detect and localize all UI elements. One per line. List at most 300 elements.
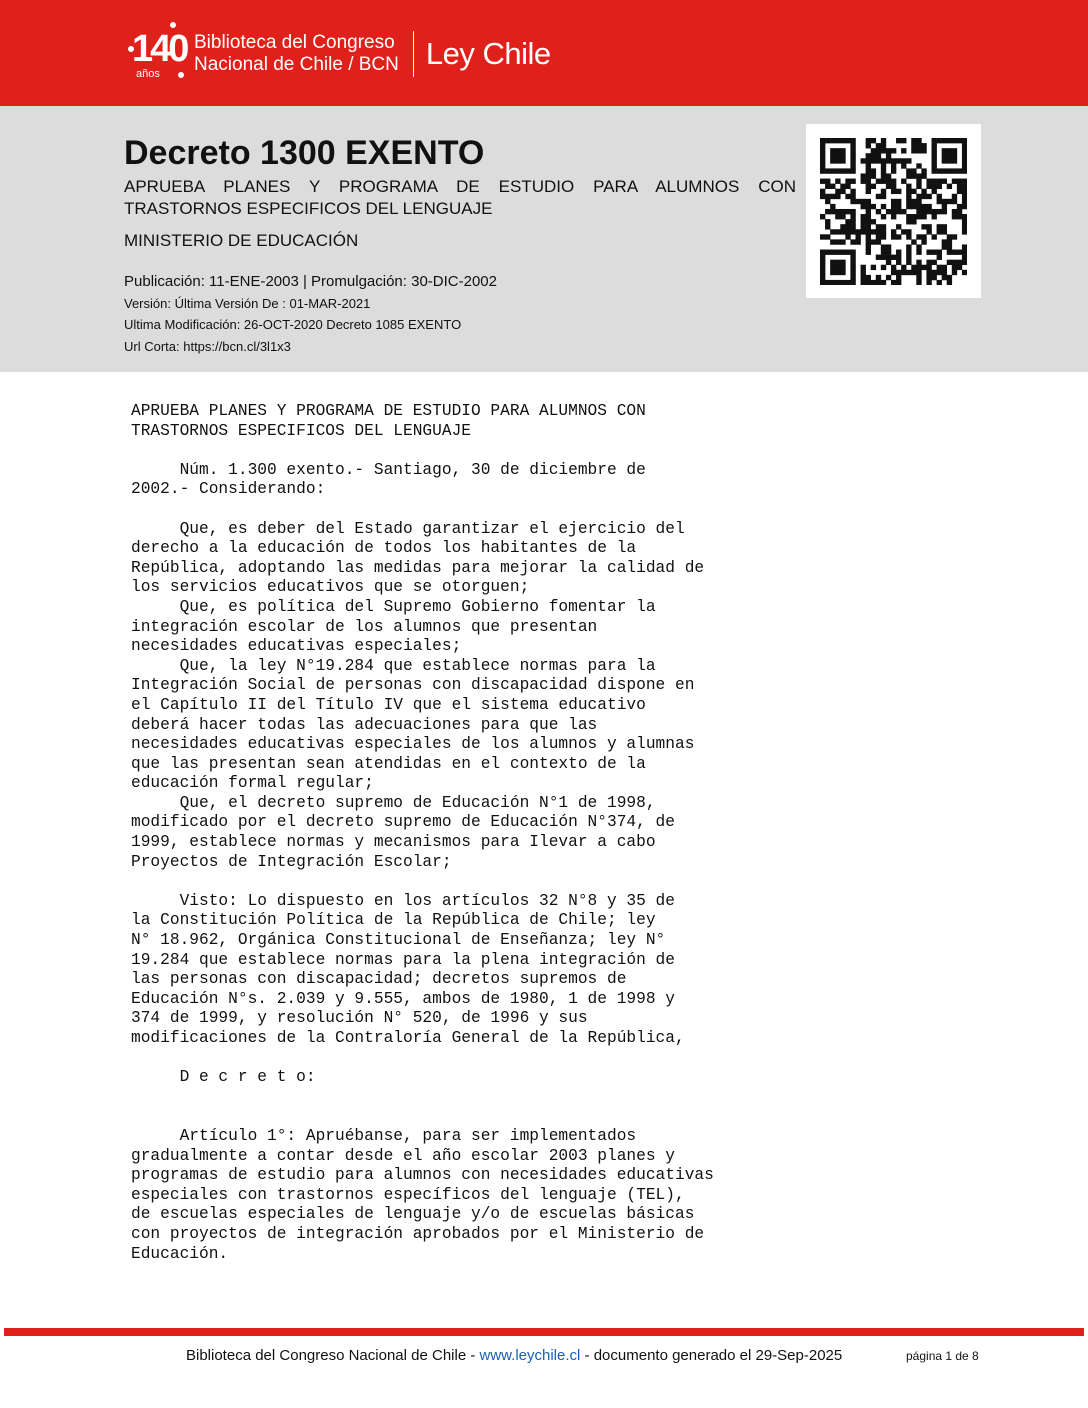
anniversary-word: años [136,68,160,80]
qr-module [866,214,871,219]
bcn-logo[interactable] [126,22,551,86]
qr-module [871,239,876,244]
qr-module [942,270,947,275]
qr-module [952,234,957,239]
qr-module [830,280,835,285]
qr-module [881,265,886,270]
qr-module [926,275,931,280]
anniversary-number: 140 [132,28,187,70]
footer-text-after: - documento generado el 29-Sep-2025 [580,1347,843,1364]
qr-module [850,260,855,265]
qr-module [911,270,916,275]
qr-module [886,148,891,153]
qr-module [921,204,926,209]
qr-module [845,138,850,143]
qr-module [845,209,850,214]
qr-module [906,255,911,260]
qr-module [901,138,906,143]
qr-module [932,168,937,173]
qr-module [886,173,891,178]
qr-module [825,219,830,224]
qr-module [932,158,937,163]
qr-module [820,179,825,184]
qr-module [840,214,845,219]
qr-module [835,189,840,194]
qr-module [891,204,896,209]
qr-module [937,224,942,229]
qr-module [820,143,825,148]
qr-module [886,179,891,184]
qr-module [876,179,881,184]
qr-module [850,219,855,224]
qr-module [957,138,962,143]
qr-module [871,173,876,178]
qr-module [942,138,947,143]
qr-module [962,214,967,219]
qr-module [916,209,921,214]
qr-module [820,275,825,280]
qr-module [962,250,967,255]
qr-module [916,250,921,255]
qr-module [866,250,871,255]
emblem-dot [178,72,184,78]
qr-module [916,173,921,178]
org-line-1: Biblioteca del Congreso [194,32,395,53]
qr-module [957,189,962,194]
qr-module [881,189,886,194]
qr-module [886,158,891,163]
qr-module [861,229,866,234]
qr-module [861,219,866,224]
anniversary-emblem [126,22,188,86]
qr-module [850,138,855,143]
document-subtitle: APRUEBA PLANES Y PROGRAMA DE ESTUDIO PARA ALUMNOS CON TRASTORNOS ESPECIFICOS DEL LENGUAJE [124,177,796,218]
qr-module [891,209,896,214]
footer-rule [4,1328,1084,1336]
qr-module [840,270,845,275]
qr-module [830,250,835,255]
qr-module [861,204,866,209]
qr-module [921,194,926,199]
qr-module [830,209,835,214]
qr-module [820,138,825,143]
qr-module [825,224,830,229]
qr-module [906,250,911,255]
qr-module [835,168,840,173]
qr-module [850,239,855,244]
qr-module [850,168,855,173]
qr-module [866,219,871,224]
qr-module [845,280,850,285]
qr-module [840,138,845,143]
qr-module [926,179,931,184]
qr-module [906,244,911,249]
qr-module [942,229,947,234]
decree-body-text: APRUEBA PLANES Y PROGRAMA DE ESTUDIO PARA ALUMNOS CON TRASTORNOS ESPECIFICOS DEL LENGUAJE Núm. 1.300 exento.- Santiago, 30 de diciembre de 2002.- Considerando: Que, es deber del Estado garantizar el ejercicio del derecho a la educación de todos los habitantes de la República, adoptando las medidas para mejorar la calidad de los servicios educativos que se otorguen; Que, es política del Supremo Gobierno fomentar la integración escolar de los alumnos que presentan necesidades educativas especiales; Que, la ley N°19.284 que establece normas para la Integración Social de personas con discapacidad dispone en el Capítulo II del Título IV que el sistema educativo deberá hacer todas las adecuaciones para que las necesidades educativas especiales de los alumnos y alumnas que las presentan sean atendidas en el contexto de la educación formal regular; Que, el decreto supremo de Educación N°1 de 1998, modificado por el decreto supremo de Educación N°374, de 1999, establece normas y mecanismos para Ilevar a cabo Proyectos de Integración Escolar; Visto: Lo dispuesto en los artículos 32 N°8 y 35 de la Constitución Política de la República de Chile; ley N° 18.962, Orgánica Constitucional de Enseñanza; ley N° 19.284 que establece normas para la plena integración de las personas con discapacidad; decretos supremos de Educación N°s. 2.039 y 9.555, ambos de 1980, 1 de 1998 y 374 de 1999, y resolución N° 520, de 1996 y sus modificaciones de la Contraloría General de la República, D e c r e t o: Artículo 1°: Apruébanse, para ser implementados gradualmente a contar desde el año escolar 2003 planes y programas de estudio para alumnos con necesidades educativas especiales con trastornos específicos del lenguaje (TEL), de escuelas especiales de lenguaje y/o de escuelas básicas con proyectos de integración aprobados por el Ministerio de Educación. [131,402,714,1263]
qr-module [947,168,952,173]
qr-module [947,260,952,265]
qr-module [932,184,937,189]
qr-module [876,239,881,244]
qr-module [855,199,860,204]
qr-module [896,204,901,209]
qr-module [921,168,926,173]
qr-module [866,189,871,194]
footer-text-before: Biblioteca del Congreso Nacional de Chile - [186,1347,480,1364]
qr-module [820,265,825,270]
qr-module [830,148,835,153]
qr-module [952,179,957,184]
qr-module [891,214,896,219]
qr-module [916,265,921,270]
qr-module [886,153,891,158]
qr-module [866,204,871,209]
qr-module [840,224,845,229]
qr-module [932,209,937,214]
qr-module [896,209,901,214]
qr-module [891,280,896,285]
qr-module [916,280,921,285]
qr-module [871,265,876,270]
qr-module [947,239,952,244]
qr-module [850,158,855,163]
qr-module [881,168,886,173]
qr-module [901,270,906,275]
qr-module [840,260,845,265]
qr-module [926,260,931,265]
qr-module [861,224,866,229]
qr-module [866,179,871,184]
qr-module [835,209,840,214]
qr-module [871,138,876,143]
qr-module [886,255,891,260]
qr-module [911,219,916,224]
qr-module [901,179,906,184]
qr-module [830,158,835,163]
qr-module [825,250,830,255]
qr-module [932,270,937,275]
qr-module [866,163,871,168]
qr-module [825,168,830,173]
qr-module [876,158,881,163]
qr-module [820,270,825,275]
qr-module [926,229,931,234]
qr-module [947,250,952,255]
qr-module [947,244,952,249]
qr-module [876,234,881,239]
qr-module [840,280,845,285]
qr-module [861,179,866,184]
qr-module [820,255,825,260]
qr-module [901,209,906,214]
qr-module [835,214,840,219]
qr-module [861,214,866,219]
qr-module [916,244,921,249]
qr-module [866,153,871,158]
qr-module [947,199,952,204]
qr-module [840,148,845,153]
qr-module [845,250,850,255]
qr-module [942,153,947,158]
qr-module [926,280,931,285]
qr-module [850,265,855,270]
qr-module [850,214,855,219]
qr-module [876,209,881,214]
qr-module [840,168,845,173]
qr-module [947,184,952,189]
qr-module [896,250,901,255]
qr-module [866,234,871,239]
qr-module [942,148,947,153]
qr-module [957,250,962,255]
qr-module [952,270,957,275]
qr-module [906,260,911,265]
qr-module [921,234,926,239]
qr-module [850,148,855,153]
qr-module [896,234,901,239]
qr-module [962,260,967,265]
qr-module [932,275,937,280]
qr-module [820,234,825,239]
qr-module [845,184,850,189]
qr-module [820,250,825,255]
qr-module [830,153,835,158]
qr-module [881,194,886,199]
qr-module [906,234,911,239]
qr-module [957,179,962,184]
qr-module [835,250,840,255]
qr-module [825,184,830,189]
qr-module [916,143,921,148]
qr-module [891,179,896,184]
qr-module [876,148,881,153]
qr-module [921,148,926,153]
qr-module [916,234,921,239]
qr-module [881,143,886,148]
qr-module [932,260,937,265]
qr-module [932,138,937,143]
qr-module [952,260,957,265]
qr-module [952,199,957,204]
qr-module [830,270,835,275]
qr-module [896,280,901,285]
qr-module [896,189,901,194]
qr-module [850,153,855,158]
qr-module [962,199,967,204]
qr-module [840,250,845,255]
qr-module [850,194,855,199]
qr-module [850,179,855,184]
qr-module [962,255,967,260]
qr-module [916,148,921,153]
qr-module [952,214,957,219]
qr-module [911,204,916,209]
qr-module [896,138,901,143]
qr-module [952,265,957,270]
org-line-2: Nacional de Chile / BCN [194,54,399,75]
qr-module [937,280,942,285]
qr-module [962,163,967,168]
short-url[interactable]: Url Corta: https://bcn.cl/3l1x3 [124,339,291,354]
page-number: página 1 de 8 [906,1349,979,1363]
qr-module [830,168,835,173]
qr-module [840,265,845,270]
qr-module [942,224,947,229]
ministry-name: MINISTERIO DE EDUCACIÓN [124,231,359,250]
qr-module [962,229,967,234]
qr-module [906,214,911,219]
qr-module [937,179,942,184]
qr-module [911,148,916,153]
qr-module [926,250,931,255]
qr-module [891,168,896,173]
qr-module [840,189,845,194]
qr-module [876,143,881,148]
qr-module [866,173,871,178]
qr-module [906,270,911,275]
qr-module [881,280,886,285]
qr-module [962,143,967,148]
qr-module [850,275,855,280]
organization-name [194,32,399,76]
version-info: Versión: Última Versión De : 01-MAR-2021 [124,296,371,311]
qr-module [906,199,911,204]
document-title: Decreto 1300 EXENTO [124,134,485,172]
qr-module [881,244,886,249]
qr-module [926,194,931,199]
top-banner [0,0,1088,106]
qr-module [937,229,942,234]
qr-module [921,189,926,194]
qr-module [881,204,886,209]
qr-module [896,255,901,260]
qr-module [835,138,840,143]
qr-module [962,204,967,209]
qr-module [861,158,866,163]
qr-module [957,214,962,219]
qr-module [840,239,845,244]
qr-module [830,239,835,244]
qr-module [962,153,967,158]
qr-module [906,229,911,234]
qr-module [896,270,901,275]
qr-module [932,163,937,168]
qr-module [891,234,896,239]
qr-module [957,184,962,189]
qr-module [871,158,876,163]
qr-module [947,138,952,143]
qr-module [881,179,886,184]
publication-info: Publicación: 11-ENE-2003 | Promulgación: 30-DIC-2002 [124,273,497,290]
qr-module [911,214,916,219]
qr-module [871,204,876,209]
qr-module [876,280,881,285]
qr-module [820,189,825,194]
qr-module [866,143,871,148]
qr-module [952,148,957,153]
qr-module [871,229,876,234]
qr-module [921,173,926,178]
qr-module [962,194,967,199]
qr-module [952,194,957,199]
qr-module [825,209,830,214]
qr-module [845,179,850,184]
qr-module [891,148,896,153]
qr-module [881,250,886,255]
qr-module [845,219,850,224]
qr-module [962,158,967,163]
qr-module [861,199,866,204]
qr-module [926,265,931,270]
qr-module [820,280,825,285]
qr-module [962,168,967,173]
qr-module [932,250,937,255]
qr-module [845,229,850,234]
qr-module [916,163,921,168]
qr-module [820,158,825,163]
qr-module [850,255,855,260]
qr-module [911,138,916,143]
qr-module [825,138,830,143]
qr-module [942,239,947,244]
qr-module [876,224,881,229]
qr-module [906,219,911,224]
qr-module [906,158,911,163]
qr-code [806,124,981,298]
qr-module [896,224,901,229]
qr-module [932,148,937,153]
qr-module [850,229,855,234]
qr-module [942,244,947,249]
qr-module [937,250,942,255]
qr-module [942,179,947,184]
qr-module [830,260,835,265]
qr-module [825,280,830,285]
last-modification-info: Ultima Modificación: 26-OCT-2020 Decreto 1085 EXENTO [124,317,462,332]
qr-module [942,158,947,163]
qr-module [820,260,825,265]
qr-module [820,214,825,219]
qr-module [916,199,921,204]
qr-module [845,194,850,199]
qr-module [932,143,937,148]
qr-module [840,229,845,234]
qr-module [916,260,921,265]
qr-module [850,143,855,148]
qr-module [947,275,952,280]
qr-module [891,255,896,260]
qr-module [942,265,947,270]
qr-module [926,209,931,214]
footer-link[interactable]: www.leychile.cl [479,1347,581,1364]
qr-module [926,270,931,275]
qr-module [957,265,962,270]
qr-module [906,173,911,178]
qr-module [855,229,860,234]
qr-module [932,153,937,158]
qr-module [881,148,886,153]
qr-module [906,168,911,173]
qr-module [896,158,901,163]
qr-module [937,209,942,214]
qr-module [871,168,876,173]
logo-divider [413,31,414,77]
qr-module [855,234,860,239]
qr-module [835,270,840,275]
qr-module [926,204,931,209]
qr-module [850,163,855,168]
qr-module [962,244,967,249]
